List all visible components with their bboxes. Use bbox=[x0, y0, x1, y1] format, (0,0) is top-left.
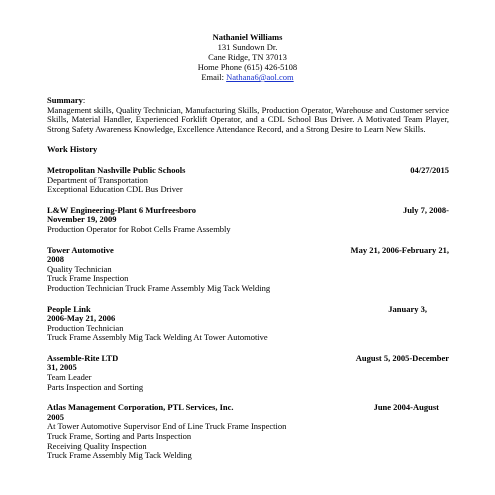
job-entry bbox=[47, 206, 449, 235]
job-entry bbox=[47, 166, 449, 195]
summary-text: Management skills, Quality Technician, Manufacturing Skills, Production Operator, Warehouse and Customer service Skills, Material Handler, Experienced Forklift Operator, and a CDL School Bus Driver. A Motivated Team Player, Strong Safety Awareness Knowledge, Excellence Attendance Record, and a Strong Desire to Learn New Skills. bbox=[47, 104, 449, 134]
job-company: L&W Engineering-Plant 6 Murfreesboro bbox=[47, 204, 196, 215]
job-date-continued: 2005 bbox=[47, 411, 64, 422]
job-detail: Exceptional Education CDL Bus Driver bbox=[47, 184, 183, 195]
job-detail: Truck Frame Assembly Mig Tack Welding bbox=[47, 450, 192, 461]
job-date-continued: November 19, 2009 bbox=[47, 214, 117, 225]
address-line-2: Cane Ridge, TN 37013 bbox=[208, 52, 287, 62]
job-company: Assemble-Rite LTD bbox=[47, 352, 119, 363]
job-detail: Truck Frame Assembly Mig Tack Welding At Tower Automotive bbox=[47, 332, 268, 343]
summary-section bbox=[47, 96, 449, 134]
job-company: Atlas Management Corporation, PTL Services, Inc. bbox=[47, 402, 234, 413]
job-detail: Team Leader bbox=[47, 372, 92, 383]
address-line-1: 131 Sundown Dr. bbox=[217, 42, 278, 52]
job-date-continued: 2008 bbox=[47, 254, 64, 265]
summary-label: Summary bbox=[47, 95, 83, 105]
job-detail: Department of Transportation bbox=[47, 174, 149, 185]
job-detail: Production Operator for Robot Cells Frame Assembly bbox=[47, 223, 231, 234]
job-header bbox=[47, 246, 449, 256]
job-detail: Production Technician Truck Frame Assembly Mig Tack Welding bbox=[47, 282, 271, 293]
summary-colon: : bbox=[82, 95, 86, 105]
job-date: May 21, 2006-February 21, bbox=[350, 244, 449, 255]
email-link[interactable]: Nathana6@aol.com bbox=[226, 72, 294, 82]
resume-header bbox=[0, 32, 495, 82]
job-detail: Production Technician bbox=[47, 322, 124, 333]
job-entry bbox=[47, 305, 449, 343]
phone-line: Home Phone (615) 426-5108 bbox=[197, 62, 298, 72]
job-date: July 7, 2008- bbox=[402, 204, 449, 215]
job-header bbox=[47, 403, 449, 413]
job-date: 04/27/2015 bbox=[410, 164, 449, 175]
job-list bbox=[47, 166, 449, 461]
job-date-continued: 31, 2005 bbox=[47, 362, 77, 373]
email-line bbox=[0, 72, 495, 82]
job-header bbox=[47, 354, 449, 364]
resume-body bbox=[47, 96, 449, 461]
job-detail: Quality Technician bbox=[47, 263, 112, 274]
job-date: August 5, 2005-December bbox=[355, 352, 449, 363]
job-date: June 2004-August bbox=[373, 402, 439, 413]
job-entry bbox=[47, 354, 449, 392]
applicant-name: Nathaniel Williams bbox=[212, 32, 283, 42]
job-date: January 3, bbox=[388, 303, 427, 314]
job-company: Tower Automotive bbox=[47, 244, 114, 255]
job-detail: At Tower Automotive Supervisor End of Line Truck Frame Inspection bbox=[47, 421, 287, 432]
work-history-title: Work History bbox=[47, 144, 98, 155]
email-label: Email: bbox=[201, 72, 227, 82]
job-company: Metropolitan Nashville Public Schools bbox=[47, 164, 186, 175]
job-detail: Parts Inspection and Sorting bbox=[47, 381, 144, 392]
job-detail: Truck Frame Inspection bbox=[47, 273, 129, 284]
job-detail: Receiving Quality Inspection bbox=[47, 440, 147, 451]
job-detail: Truck Frame, Sorting and Parts Inspection bbox=[47, 431, 192, 442]
job-date-continued: 2006-May 21, 2006 bbox=[47, 313, 116, 324]
job-company: People Link bbox=[47, 303, 91, 314]
job-entry bbox=[47, 246, 449, 294]
job-entry bbox=[47, 403, 449, 461]
